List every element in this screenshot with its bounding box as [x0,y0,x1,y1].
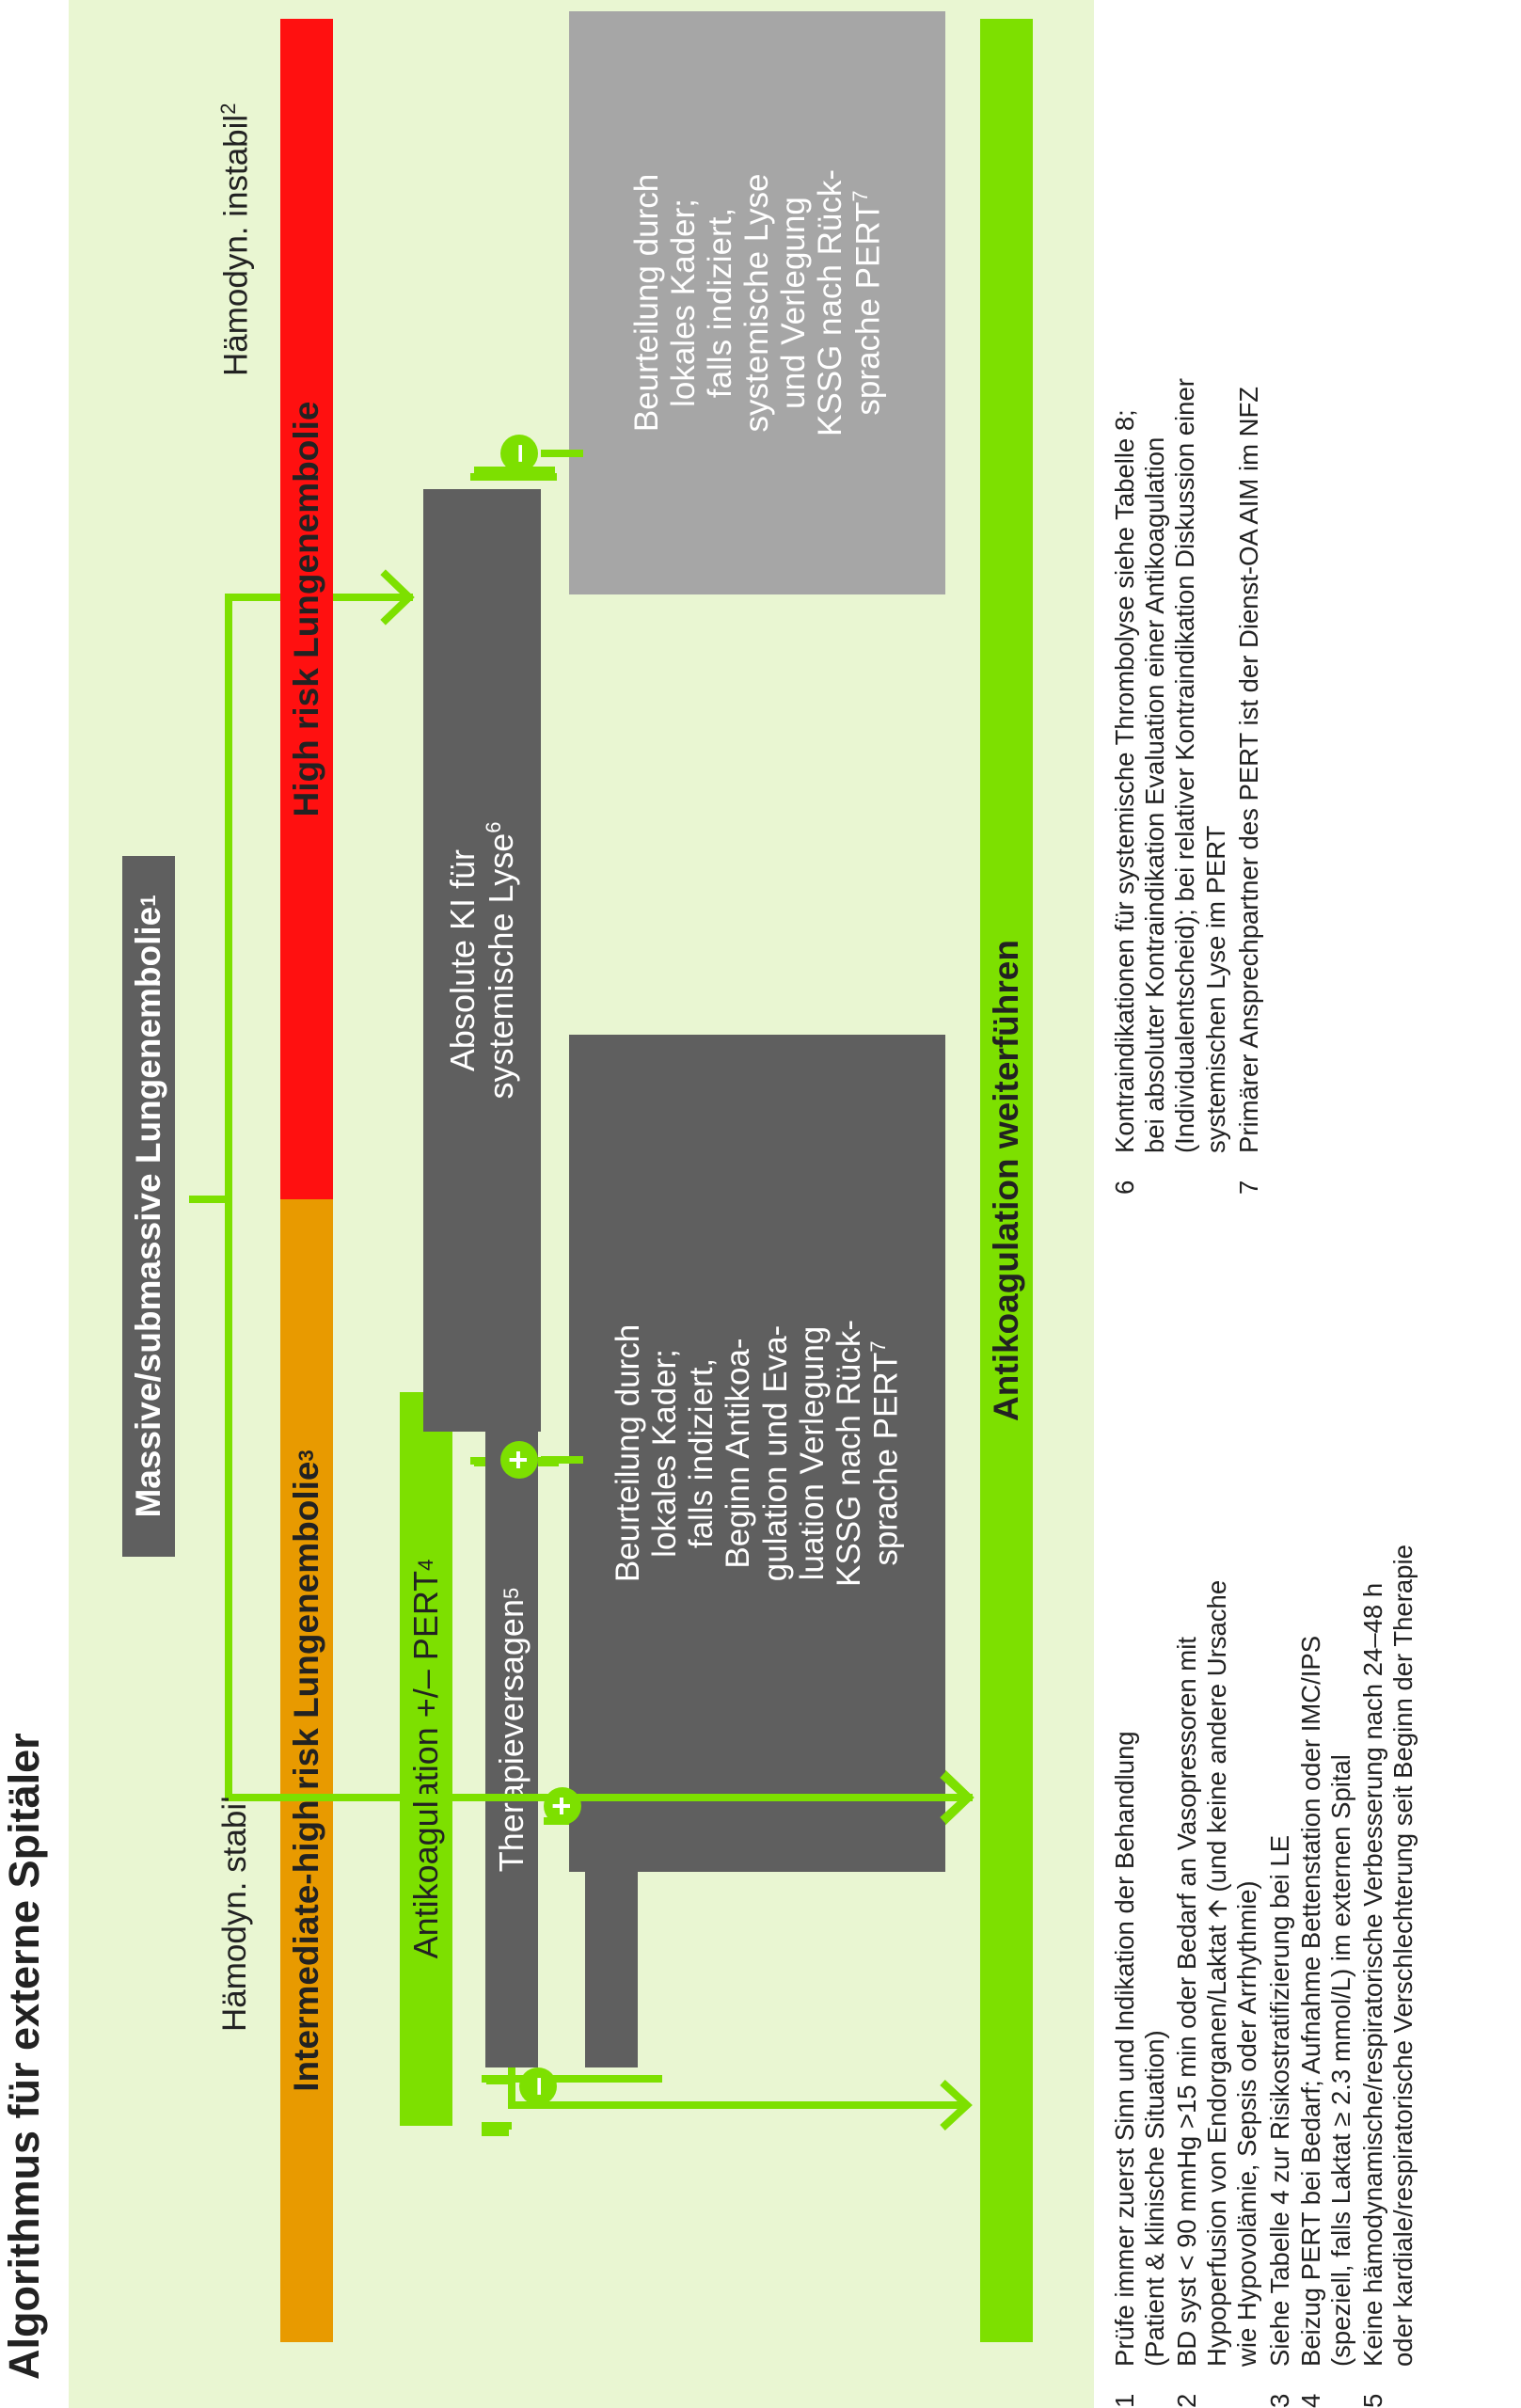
high-risk-bar: High risk Lungenembolie [280,19,333,1199]
instable-label: Hämodyn. instabil$^2$ [216,103,255,376]
massive-embolism-box: Massive/submassive Lungenembolie 1 [122,856,175,1557]
footnotes-right: 6 Kontraindikationen für systemische Thrombolyse siehe Tabelle 8; bei absoluter Kontraindikation Evaluation einer Antikoagulation (Individualentscheid); bei relativer Kontraindikation Diskussion einer systemischen Lyse im PERT 7 Primärer Ansprechpartner des PERT ist der Dienst-OA AIM im NFZ [1110,378,1263,1195]
anticoagulation-pert-box: Antikoagulation +/– PERT 4 [400,1392,452,2126]
decision-minus-badge: – [500,435,538,472]
massive-embolism-label: Massive/submassive Lungenembolie [129,906,168,1518]
minus-outcome-box: Beurteilung durch lokales Kader; falls indiziert, systemische Lyse und Verlegung KSSG nach Rück- sprache PERT$^7$ [569,11,945,594]
continue-anticoagulation-bar: Antikoagulation weiterführen [980,19,1033,2342]
failure-minus-badge: – [519,2067,557,2105]
decision-plus-badge: + [500,1441,538,1479]
footnotes-left: 1 Prüfe immer zuerst Sinn und Indikation der Behandlung (Patient & klinische Situation) 2 BD syst < 90 mmHg >15 min oder Bedarf an Vasopressoren mit Hypoperfusion von Endorganen/Laktat 🡩 (und keine andere Ursache wie Hypovolämie, Sepsis oder Arrhythmie) 3 Siehe Tabelle 4 zur Risikostratifizierung bei LE 4 Beizug PERT bei Bedarf; Aufnahme Bettenstation oder IMC/IPS (speziell, falls Laktat ≥ 2.3 mmol/L) im externen Spital 5 Keine hämodynamische/respiratorische Verbesserung nach 24–48 h oder kardiale/respiratorische Verschlechterung seit Beginn der Therapie [1110,1545,1418,2408]
stable-label: Hämodyn. stabil [216,1796,253,2032]
page-title: Algorithmus für externe Spitäler [0,1733,48,2380]
plus-outcome-box: Beurteilung durch lokales Kader; falls indiziert, Beginn Antikoa- gulation und Eva- luation Verlegung KSSG nach Rück- sprache PERT$^7$ [569,1035,945,1872]
failure-plus-badge: + [544,1787,581,1825]
intermediate-risk-bar: Intermediate-high risk Lungenembolie 3 [280,1199,333,2342]
lysis-ki-decision-box: Absolute KI für systemische Lyse$^6$ [423,489,541,1432]
therapy-failure-box: Therapieversagen 5 [485,1392,538,2067]
